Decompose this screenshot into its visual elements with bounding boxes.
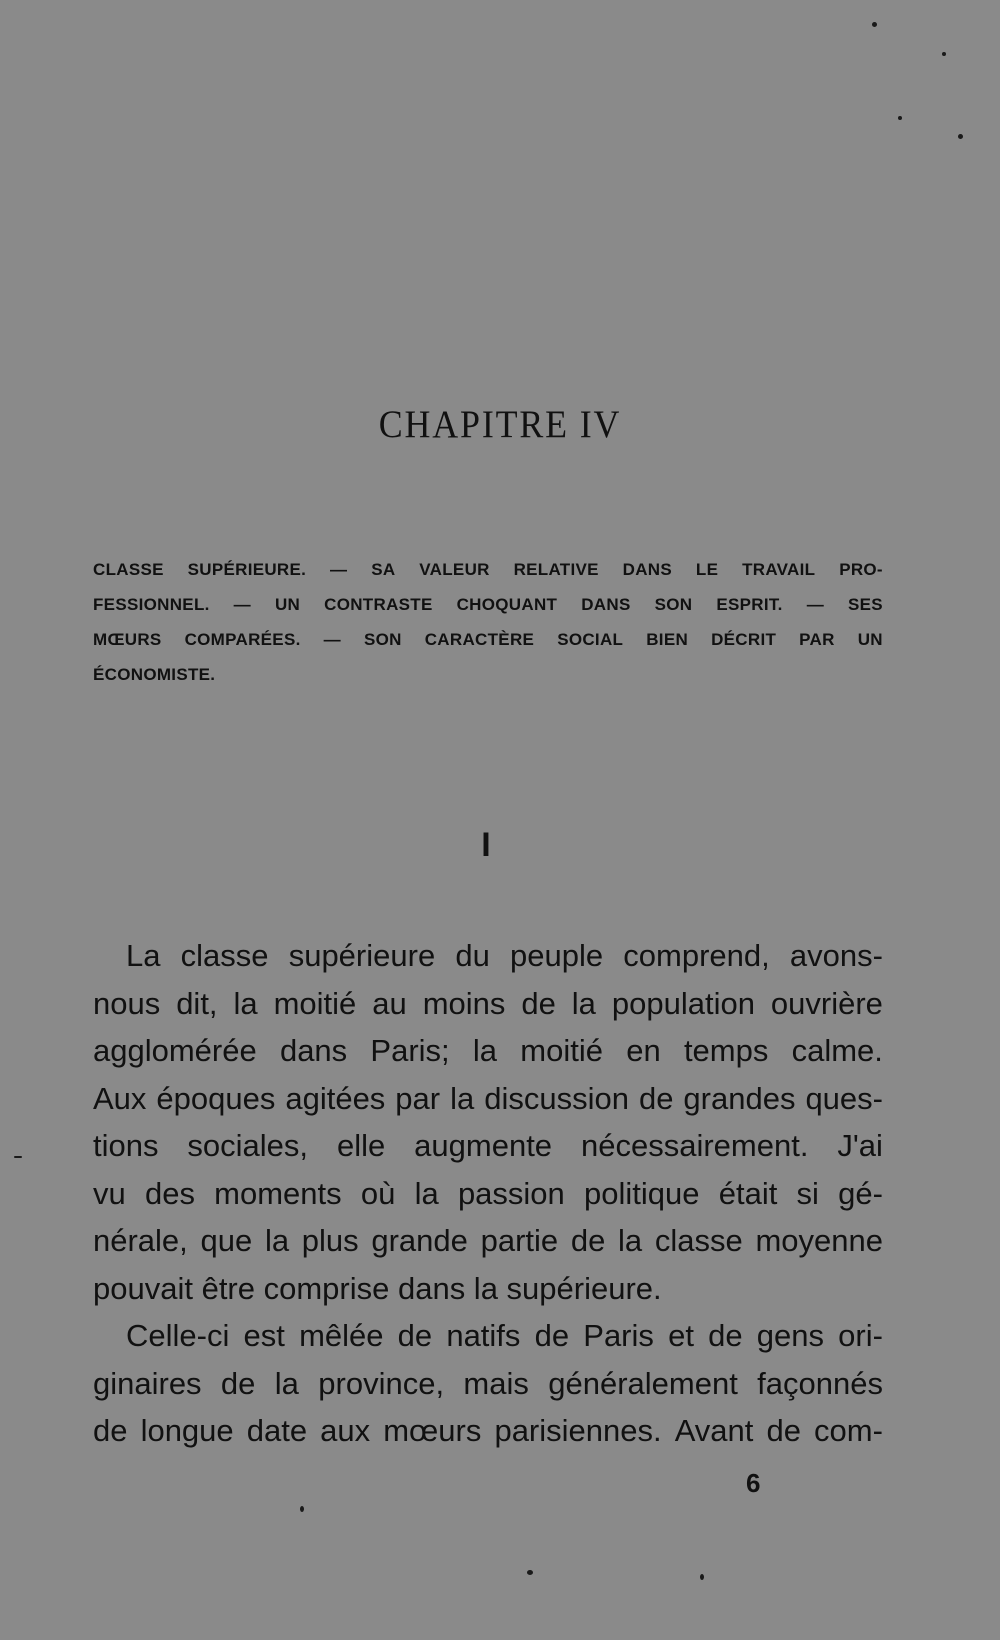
word: avons- [789, 938, 883, 973]
word: de [708, 1318, 743, 1353]
word: BIEN [646, 630, 689, 649]
word: nous [93, 985, 161, 1021]
word: moments [214, 1175, 342, 1211]
word: ouvrière [770, 985, 883, 1021]
word: de [638, 1080, 674, 1116]
word: ques- [805, 1080, 883, 1116]
word: la [571, 985, 596, 1021]
summary-line [93, 587, 883, 622]
word: supérieure [288, 938, 436, 973]
summary-line [93, 552, 883, 587]
text-line [93, 1360, 883, 1408]
word: aux [320, 1413, 371, 1448]
word: SUPÉRIEURE. [187, 560, 307, 579]
word: SA [371, 560, 396, 579]
word: était [718, 1175, 778, 1211]
word: La [126, 938, 161, 973]
word: — [806, 595, 825, 614]
word: TRAVAIL [742, 560, 816, 579]
word: si [796, 1175, 819, 1211]
word: FESSIONNEL. [93, 595, 210, 614]
word: ori- [838, 1318, 883, 1353]
text-line [93, 1075, 883, 1123]
word: — [233, 595, 251, 614]
scan-speck [898, 116, 902, 120]
word: Aux [93, 1080, 147, 1116]
word: CONTRASTE [324, 595, 433, 614]
word: augmente [414, 1128, 553, 1163]
text-line [93, 1122, 883, 1170]
word: de [766, 1413, 801, 1448]
word: Celle-ci [126, 1318, 230, 1353]
scan-speck [700, 1574, 704, 1580]
word: époques [156, 1080, 276, 1116]
word: Paris; [370, 1033, 450, 1068]
word: la [264, 1223, 290, 1258]
word: en [626, 1033, 661, 1068]
word: population [611, 985, 755, 1021]
word: PRO- [839, 560, 883, 579]
word: mêlée [299, 1318, 384, 1353]
word: la [450, 1080, 475, 1116]
page-number: 6 [746, 1468, 761, 1498]
word: gé- [838, 1175, 883, 1211]
word: moyenne [755, 1223, 883, 1258]
word: calme. [791, 1033, 883, 1068]
word: temps [683, 1033, 769, 1068]
word: et [668, 1318, 694, 1353]
word: gens [756, 1318, 824, 1353]
word: UN [857, 630, 883, 649]
word: peuple [510, 938, 604, 973]
text-line [93, 1407, 883, 1455]
word: DÉCRIT [711, 630, 777, 649]
chapter-title: CHAPITRE IV [378, 403, 622, 446]
word: vu [93, 1175, 126, 1211]
word: SES [848, 595, 883, 614]
text-line [93, 980, 883, 1028]
word: la [414, 1175, 439, 1211]
text-line [93, 932, 883, 980]
word: mœurs [383, 1413, 482, 1448]
word: du [455, 938, 490, 973]
word: province, [318, 1365, 445, 1401]
word: plus [301, 1223, 359, 1258]
word: VALEUR [419, 560, 490, 579]
word: dans [279, 1033, 348, 1068]
summary-line [93, 622, 883, 657]
word: la [274, 1365, 299, 1401]
word: grande [371, 1223, 468, 1258]
word: généralement [548, 1365, 738, 1401]
word: politique [584, 1175, 700, 1211]
word: classe [654, 1223, 743, 1258]
text-line [93, 1027, 883, 1075]
word: — [323, 630, 341, 649]
chapter-summary [93, 552, 883, 692]
section-number: I [481, 826, 491, 864]
word: agitées [285, 1080, 386, 1116]
word: ESPRIT. [716, 595, 783, 614]
text-line [93, 1312, 883, 1360]
word: la [472, 1033, 498, 1068]
word: de [534, 1318, 570, 1353]
summary-line: ÉCONOMISTE. [93, 665, 216, 684]
scan-speck [14, 1156, 22, 1158]
word: com- [814, 1413, 883, 1448]
word: CLASSE [93, 560, 164, 579]
word: classe [180, 938, 269, 973]
word: Avant [674, 1413, 754, 1448]
word: de [397, 1318, 433, 1353]
word: longue [140, 1413, 234, 1448]
word: de [220, 1365, 256, 1401]
word: partie [480, 1223, 559, 1258]
word: moins [422, 985, 506, 1021]
word: passion [457, 1175, 565, 1211]
word: moitié [273, 985, 357, 1021]
word: SOCIAL [557, 630, 624, 649]
word: DANS [622, 560, 673, 579]
word: nérale, [93, 1223, 188, 1258]
word: est [243, 1318, 285, 1353]
word: SON [363, 630, 402, 649]
word: — [330, 560, 348, 579]
word: J'ai [837, 1128, 883, 1163]
word: PAR [799, 630, 835, 649]
word: natifs [446, 1318, 521, 1353]
word: CARACTÈRE [424, 630, 535, 649]
word: DANS [581, 595, 631, 614]
word: de [521, 985, 556, 1021]
word: ginaires [93, 1365, 202, 1401]
scan-speck [527, 1570, 533, 1575]
word: que [200, 1223, 253, 1258]
word: grandes [683, 1080, 796, 1116]
scan-speck [942, 52, 946, 56]
word: parisiennes. [494, 1413, 662, 1448]
word: la [618, 1223, 643, 1258]
word: la [233, 985, 258, 1021]
text-line [93, 1217, 883, 1265]
word: de [93, 1413, 128, 1448]
word: des [144, 1175, 195, 1211]
text-line [93, 1170, 883, 1218]
word: agglomérée [93, 1033, 257, 1068]
word: date [246, 1413, 308, 1448]
word: CHOQUANT [456, 595, 558, 614]
word: moitié [520, 1033, 603, 1068]
word: de [570, 1223, 606, 1258]
scan-speck [872, 22, 877, 27]
word: RELATIVE [513, 560, 599, 579]
word: SON [654, 595, 693, 614]
body-text [93, 932, 883, 1455]
word: UN [274, 595, 301, 614]
word: MŒURS [93, 630, 162, 649]
text-line: pouvait être comprise dans la supérieure. [93, 1270, 662, 1306]
word: dit, [176, 985, 218, 1021]
word: comprend, [623, 938, 770, 973]
word: au [372, 985, 407, 1021]
word: où [360, 1175, 396, 1211]
word: Paris [583, 1318, 654, 1353]
scan-speck [300, 1506, 304, 1512]
word: nécessairement. [581, 1128, 809, 1163]
scan-speck [958, 134, 963, 139]
word: sociales, [187, 1128, 309, 1163]
word: elle [336, 1128, 386, 1163]
word: mais [463, 1365, 529, 1401]
word: LE [695, 560, 719, 579]
word: COMPARÉES. [184, 630, 301, 649]
word: tions [93, 1128, 159, 1163]
word: par [395, 1080, 441, 1116]
word: discussion [484, 1080, 629, 1116]
word: façonnés [757, 1365, 883, 1401]
